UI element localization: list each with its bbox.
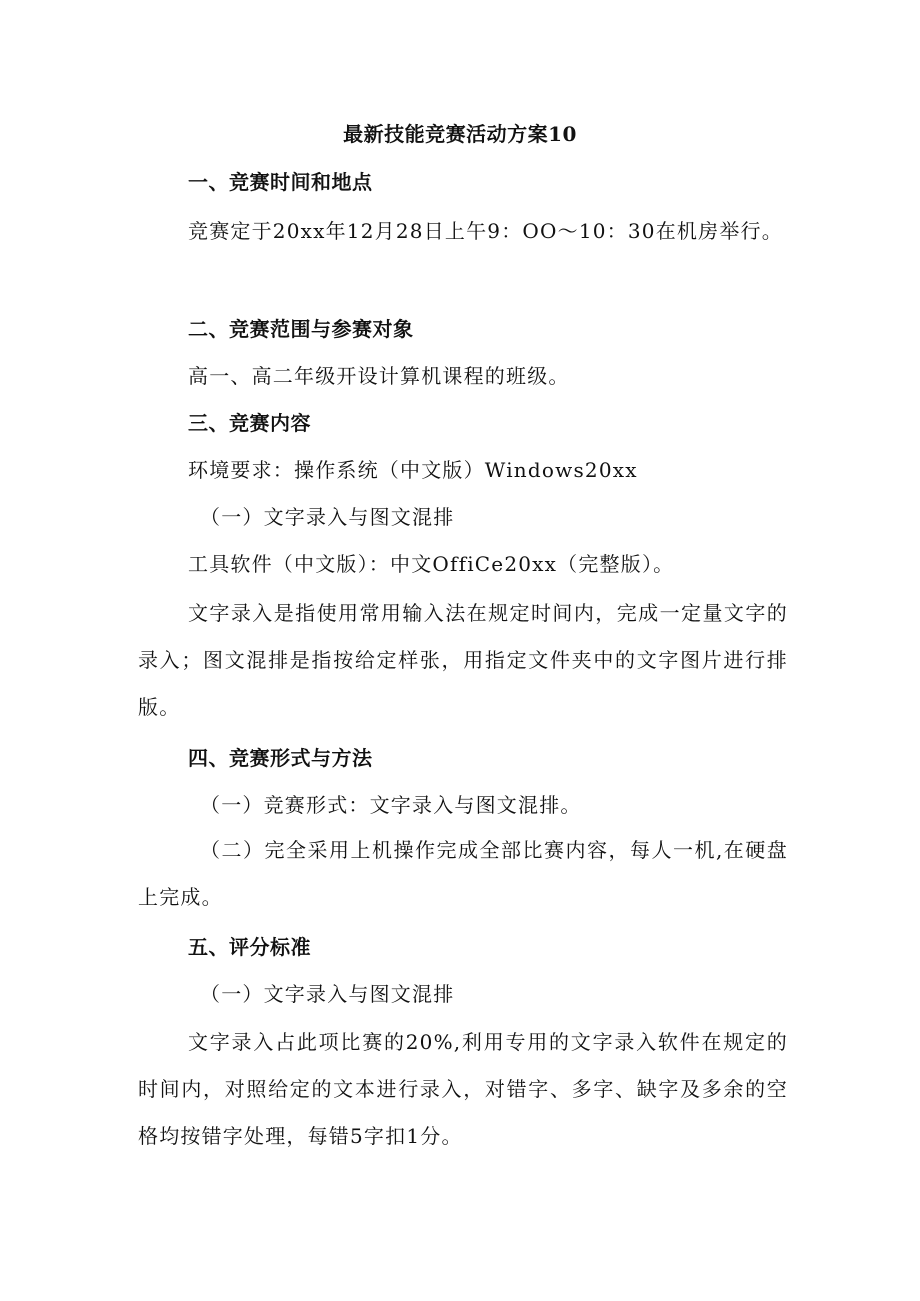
paragraph-time-place: 竞赛定于20xx年12月28日上午9：OO～10：30在机房举行。 — [188, 219, 783, 243]
paragraph-content-description: 文字录入是指使用常用输入法在规定时间内，完成一定量文字的录入；图文混排是指按给定样张，用指定文件夹中的文字图片进行排版。 — [138, 601, 788, 719]
section-heading-2: 二、竞赛范围与参赛对象 — [188, 317, 414, 341]
section-heading-5: 五、评分标准 — [188, 935, 311, 959]
subheading-text-entry: （一）文字录入与图文混排 — [200, 505, 455, 529]
document-title: 最新技能竞赛活动方案10 — [343, 122, 577, 146]
list-item-format: （一）竞赛形式：文字录入与图文混排。 — [200, 793, 582, 817]
paragraph-tools: 工具软件（中文版）：中文OffiCe20xx（完整版）。 — [188, 552, 675, 576]
paragraph-scoring: 文字录入占此项比赛的20%,利用专用的文字录入软件在规定的时间内，对照给定的文本进行录入，对错字、多字、缺字及多余的空格均按错字处理，每错5字扣1分。 — [138, 1030, 788, 1148]
paragraph-participants: 高一、高二年级开设计算机课程的班级。 — [188, 364, 570, 388]
section-heading-1: 一、竞赛时间和地点 — [188, 170, 373, 194]
paragraph-environment: 环境要求：操作系统（中文版）Windows20xx — [188, 458, 638, 482]
section-heading-4: 四、竞赛形式与方法 — [188, 746, 373, 770]
subheading-scoring-text-entry: （一）文字录入与图文混排 — [200, 982, 455, 1006]
list-item-method: （二）完全采用上机操作完成全部比赛内容，每人一机,在硬盘上完成。 — [138, 838, 788, 909]
section-heading-3: 三、竞赛内容 — [188, 411, 311, 435]
